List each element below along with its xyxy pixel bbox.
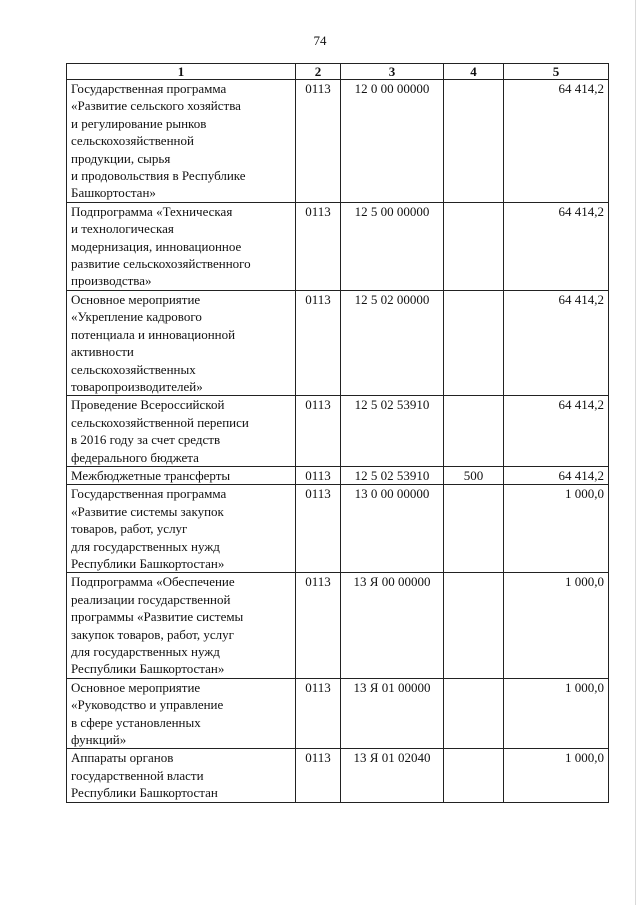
row-expense-type bbox=[444, 202, 504, 290]
row-amount: 64 414,2 bbox=[504, 202, 609, 290]
header-cell-2: 2 bbox=[296, 64, 341, 80]
row-target-article: 13 Я 01 02040 bbox=[341, 749, 444, 802]
row-amount: 1 000,0 bbox=[504, 749, 609, 802]
row-target-article: 12 5 02 53910 bbox=[341, 466, 444, 484]
row-code: 0113 bbox=[296, 80, 341, 203]
row-target-article: 12 0 00 00000 bbox=[341, 80, 444, 203]
row-expense-type bbox=[444, 290, 504, 395]
row-code: 0113 bbox=[296, 396, 341, 467]
row-target-article: 13 Я 01 00000 bbox=[341, 678, 444, 749]
row-name: Основное мероприятие «Укрепление кадрового потенциала и инновационной активности сельскохозяйственных товаропроизводителей» bbox=[67, 290, 296, 395]
row-code: 0113 bbox=[296, 573, 341, 678]
row-expense-type bbox=[444, 573, 504, 678]
table-row bbox=[67, 290, 609, 395]
page-number: 74 bbox=[313, 33, 327, 48]
row-name: Государственная программа «Развитие системы закупок товаров, работ, услуг для государственных нужд Республики Башкортостан» bbox=[67, 485, 296, 573]
row-name: Аппараты органов государственной власти Республики Башкортостан bbox=[67, 749, 296, 802]
table-row bbox=[67, 678, 609, 749]
table-row bbox=[67, 202, 609, 290]
header-cell-4: 4 bbox=[444, 64, 504, 80]
row-target-article: 12 5 00 00000 bbox=[341, 202, 444, 290]
row-name: Подпрограмма «Техническая и технологическая модернизация, инновационное развитие сельскохозяйственного производства» bbox=[67, 202, 296, 290]
row-target-article: 13 0 00 00000 bbox=[341, 485, 444, 573]
row-name: Межбюджетные трансферты bbox=[67, 466, 296, 484]
budget-table bbox=[66, 63, 609, 803]
table-row bbox=[67, 485, 609, 573]
row-expense-type bbox=[444, 678, 504, 749]
row-amount: 64 414,2 bbox=[504, 466, 609, 484]
table-row bbox=[67, 396, 609, 467]
row-amount: 64 414,2 bbox=[504, 290, 609, 395]
row-amount: 1 000,0 bbox=[504, 678, 609, 749]
row-target-article: 13 Я 00 00000 bbox=[341, 573, 444, 678]
row-expense-type: 500 bbox=[444, 466, 504, 484]
row-code: 0113 bbox=[296, 202, 341, 290]
row-name: Государственная программа «Развитие сельского хозяйства и регулирование рынков сельскохозяйственной продукции, сырья и продовольствия в Республике Башкортостан» bbox=[67, 80, 296, 203]
row-name: Основное мероприятие «Руководство и управление в сфере установленных функций» bbox=[67, 678, 296, 749]
row-code: 0113 bbox=[296, 466, 341, 484]
header-cell-1: 1 bbox=[67, 64, 296, 80]
row-amount: 64 414,2 bbox=[504, 80, 609, 203]
row-name: Подпрограмма «Обеспечение реализации государственной программы «Развитие системы закупок товаров, работ, услуг для государственных нужд Республики Башкортостан» bbox=[67, 573, 296, 678]
header-cell-3: 3 bbox=[341, 64, 444, 80]
row-code: 0113 bbox=[296, 290, 341, 395]
scan-edge-line bbox=[635, 0, 636, 905]
row-target-article: 12 5 02 00000 bbox=[341, 290, 444, 395]
table-row bbox=[67, 80, 609, 203]
header-row bbox=[67, 64, 609, 80]
row-amount: 1 000,0 bbox=[504, 485, 609, 573]
table-row bbox=[67, 573, 609, 678]
row-expense-type bbox=[444, 485, 504, 573]
table-row bbox=[67, 466, 609, 484]
row-target-article: 12 5 02 53910 bbox=[341, 396, 444, 467]
row-amount: 1 000,0 bbox=[504, 573, 609, 678]
row-expense-type bbox=[444, 396, 504, 467]
row-name: Проведение Всероссийской сельскохозяйственной переписи в 2016 году за счет средств федерального бюджета bbox=[67, 396, 296, 467]
row-amount: 64 414,2 bbox=[504, 396, 609, 467]
table-row bbox=[67, 749, 609, 802]
row-code: 0113 bbox=[296, 678, 341, 749]
row-code: 0113 bbox=[296, 749, 341, 802]
row-expense-type bbox=[444, 80, 504, 203]
row-expense-type bbox=[444, 749, 504, 802]
row-code: 0113 bbox=[296, 485, 341, 573]
header-cell-5: 5 bbox=[504, 64, 609, 80]
